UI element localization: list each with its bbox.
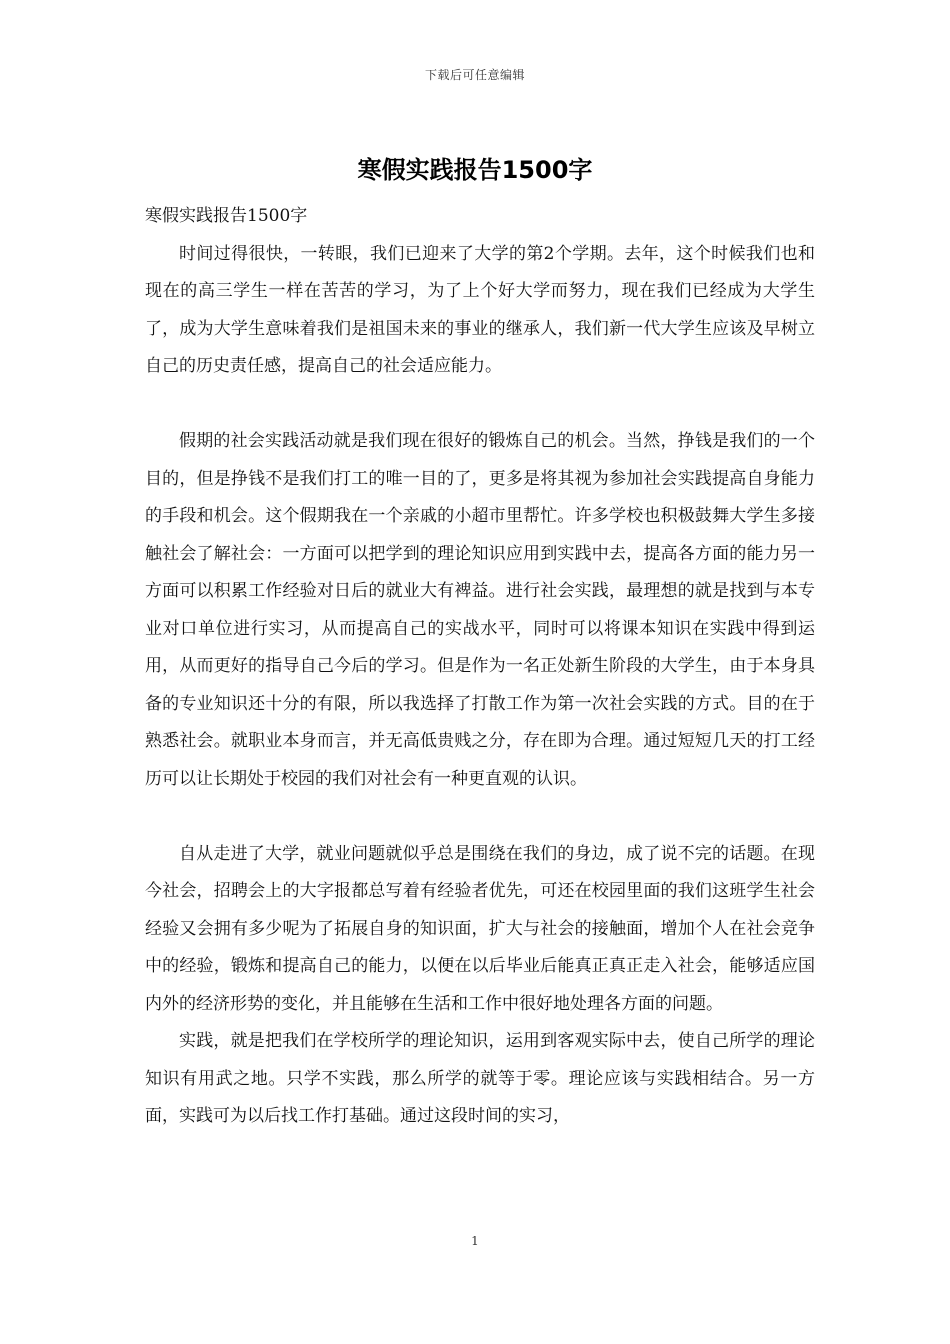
page-number: 1 [471,1234,479,1248]
paragraph-4: 实践，就是把我们在学校所学的理论知识，运用到客观实际中去，使自己所学的理论知识有用武之地。只学不实践，那么所学的就等于零。理论应该与实践相结合。另一方面，实践可为以后找工作打基础。通过这段时间的实习， [145,1031,815,1126]
document-body [145,198,815,1136]
paragraph-3: 自从走进了大学，就业问题就似乎总是围绕在我们的身边，成了说不完的话题。在现今社会，招聘会上的大字报都总写着有经验者优先，可还在校园里面的我们这班学生社会经验又会拥有多少呢为了拓展自身的知识面，扩大与社会的接触面，增加个人在社会竞争中的经验，锻炼和提高自己的能力，以便在以后毕业后能真正真正走入社会，能够适应国内外的经济形势的变化，并且能够在生活和工作中很好地处理各方面的问题。 [145,843,815,1014]
paragraph-2: 假期的社会实践活动就是我们现在很好的锻炼自己的机会。当然，挣钱是我们的一个目的，但是挣钱不是我们打工的唯一目的了，更多是将其视为参加社会实践提高自身能力的手段和机会。这个假期我在一个亲戚的小超市里帮忙。许多学校也积极鼓舞大学生多接触社会了解社会：一方面可以把学到的理论知识应用到实践中去，提高各方面的能力另一方面可以积累工作经验对日后的就业大有裨益。进行社会实践，最理想的就是找到与本专业对口单位进行实习，从而提高自己的实战水平，同时可以将课本知识在实践中得到运用，从而更好的指导自己今后的学习。但是作为一名正处新生阶段的大学生，由于本身具备的专业知识还十分的有限，所以我选择了打散工作为第一次社会实践的方式。目的在于熟悉社会。就职业本身而言，并无高低贵贱之分，存在即为合理。通过短短几天的打工经历可以让长期处于校园的我们对社会有一种更直观的认识。 [145,431,815,789]
paragraph-1: 时间过得很快，一转眼，我们已迎来了大学的第2个学期。去年，这个时候我们也和现在的高三学生一样在苦苦的学习，为了上个好大学而努力，现在我们已经成为大学生了，成为大学生意味着我们是祖国未来的事业的继承人，我们新一代大学生应该及早树立自己的历史责任感，提高自己的社会适应能力。 [145,243,815,376]
header-note: 下载后可任意编辑 [424,68,525,82]
document-title: 寒假实践报告1500字 [357,156,593,184]
document-subtitle: 寒假实践报告1500字 [145,206,308,226]
